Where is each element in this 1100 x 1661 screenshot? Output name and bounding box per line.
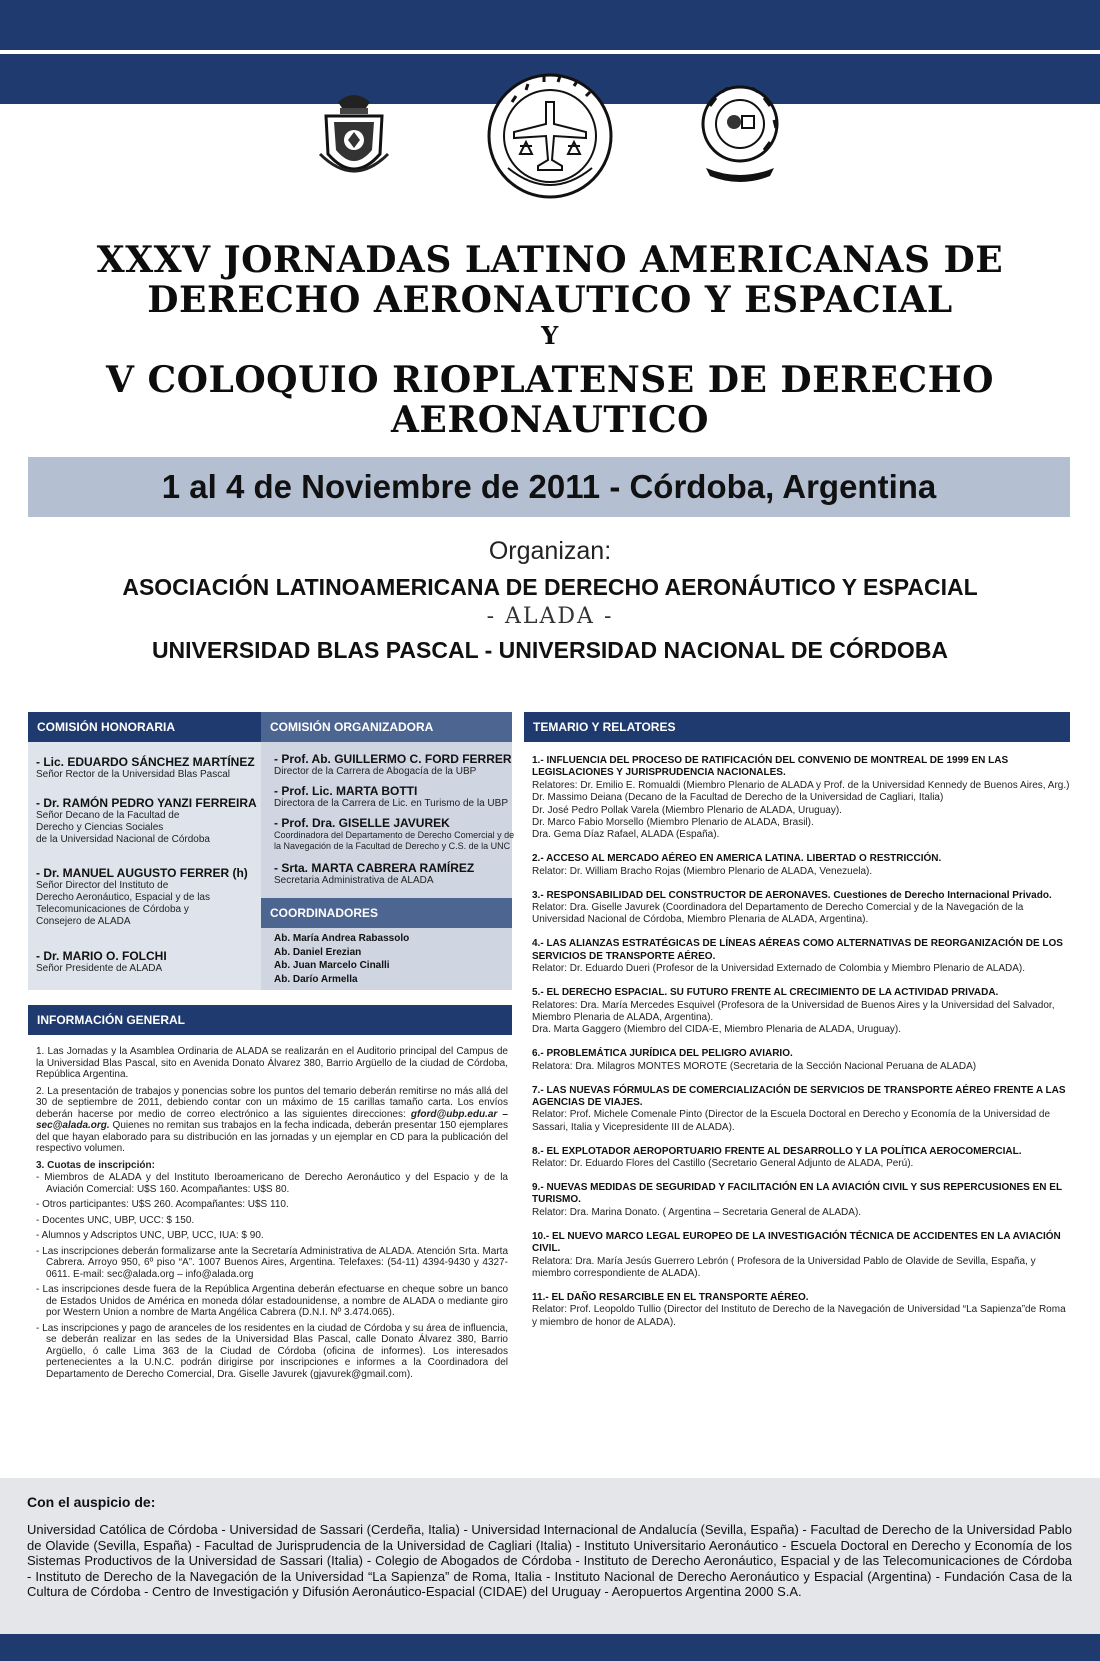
- event-title: [40, 240, 1060, 320]
- topic-speaker: Relator: Dr. Eduardo Dueri (Profesor de la Universidad Externado de Colombia y Miembro Plenario de ALADA).: [532, 963, 1026, 975]
- topic-speaker: Relator: Dr. Eduardo Flores del Castillo (Secretario General Adjunto de ALADA, Perú).: [532, 1158, 914, 1170]
- temario-topic: [532, 1231, 1070, 1281]
- topic-speaker: Dr. Massimo Deiana (Decano de la Facultad de Derecho de la Universidad de Cagliari, Italia): [532, 792, 944, 804]
- auspicio-body: Universidad Católica de Córdoba - Universidad de Sassari (Cerdeña, Italia) - Universidad Internacional de Andalucía (Sevilla, España) - Facultad de Derecho de la Universidad Pablo de Olavide (Sevilla, España) - Facultad de Jurisprudencia de la Universidad de Cagliari (Italia) - Instituto Universitario Aeronáutico - Escuela Doctoral en Derecho y Economía de los Sistemas Productivos de la Universidad de Sassari (Italia) - Colegio de Abogados de Córdoba - Instituto de Derecho Aeronáutico, Espacial y de las Telecomunicaciones de Córdoba - Instituto de Derecho de la Navegación de la Universidad “La Sapienza” de Roma, Italia - Instituto Nacional de Derecho Aeronáutico y Espacial (Argentina) - Fundación Casa de la Cultura de Córdoba - Centro de Investigación y Difusión Aeronáutico-Espacial (CIDAE) del Uruguay - Aeropuertos Argentina 2000 S.A.: [27, 1522, 1072, 1599]
- topic-speaker: Relatores: Dr. Emilio E. Romualdi (Miembro Plenario de ALADA y Prof. de la Universidad Kennedy de Buenos Aires, Arg.): [532, 779, 1070, 791]
- topic-title: 8.- EL EXPLOTADOR AEROPORTUARIO FRENTE AL DESARROLLO Y LA POLÍTICA AEROCOMERCIAL.: [532, 1145, 1022, 1157]
- organizadora-heading: COMISIÓN ORGANIZADORA: [261, 712, 512, 742]
- informacion-body: 1. Las Jornadas y la Asamblea Ordinaria de ALADA se realizarán en el Auditorio principal del Campus de la Universidad Blas Pascal, sito en Avenida Donato Álvarez 380, Barrio Argüello de la ciudad de Córdoba, República Argentina. 2. La presentación de trabajos y ponencias sobre los puntos del temario deberán remitirse no más allá del 30 de septiembre de 2011, debiendo contar con un máximo de 15 carillas tamaño carta. Los envíos deberán hacerse por medio de correo electrónico a las siguientes direcciones: gford@ubp.edu.ar – sec@alada.org. Quienes no remitan sus trabajos en la fecha indicada, deberán presentar 150 ejemplares del que hayan elaborado para su distribución en las jornadas y un ejemplar en CD para la publicación del respectivo volumen. 3. Cuotas de inscripción: - Miembros de ALADA y del Instituto Iberoamericano de Derecho Aeronáutico y del Espacio y de la Aviación Comercial: U$S 160. Acompañantes: U$S 80. - Otros participantes: U$S 260. Acompañantes: U$S 110. - Docentes UNC, UBP, UCC: $ 150. - Alumnos y Adscriptos UNC, UBP, UCC, IUA: $ 90. - Las inscripciones deberán formalizarse ante la Secretaría Administrativa de ALADA. Atención Srta. Marta Cabrera. Arroyo 950, 6º piso “A”. 1007 Buenos Aires, Argentina. Telefaxes: (54-11) 4394-9430 y 4327-0611. E-mail: sec@alada.org – info@alada.org - Las inscripciones desde fuera de la República Argentina deberán efectuarse en cheque sobre un banco de Estados Unidos de América en moneda dólar estadounidense, a nombre de ALADA o mediante giro por Western Union a nombre de Marta Angélica Cabrera (D.N.I. Nº 3.474.065). - Las inscripciones y pago de aranceles de los residentes en la ciudad de Córdoba y su área de influencia, se deberán realizar en las sedes de la Universidad Blas Pascal, calle Donato Álvarez 380, Barrio Argüello, ó calle Lima 363 de la Ciudad de Córdoba (oficina de informes). Los interesados pertenecientes a la U.N.C. podrán dirigirse por inscripciones e informes a la Coordinadora del Departamento de Derecho Comercial, Dra. Giselle Javurek (gjavurek@gmail.com).: [36, 1046, 508, 1380]
- honoraria-member: - Dr. MARIO O. FOLCHI Señor Presidente de ALADA: [36, 949, 167, 974]
- topic-speaker: Dr. Marco Fabio Morsello (Miembro Plenario de ALADA, Brasil).: [532, 817, 814, 829]
- topic-title: 3.- RESPONSABILIDAD DEL CONSTRUCTOR DE AERONAVES. Cuestiones de Derecho Internacional Privado.: [532, 889, 1052, 901]
- university-seal-icon: [700, 84, 780, 188]
- event-date-place: 1 al 4 de Noviembre de 2011 - Córdoba, Argentina: [161, 468, 937, 505]
- airplane-scales-seal-icon: [486, 72, 614, 200]
- topic-title: 10.- EL NUEVO MARCO LEGAL EUROPEO DE LA INVESTIGACIÓN TÉCNICA DE ACCIDENTES EN LA AVIACIÓN CIVIL.: [532, 1230, 1061, 1255]
- topic-title: 5.- EL DERECHO ESPACIAL. SU FUTURO FRENTE AL CRECIMIENTO DE LA ACTIVIDAD PRIVADA.: [532, 987, 999, 999]
- informacion-heading: INFORMACIÓN GENERAL: [28, 1005, 512, 1035]
- topic-title: 7.- LAS NUEVAS FÓRMULAS DE COMERCIALIZACIÓN DE SERVICIOS DE TRANSPORTE AÉREO FRENTE A LAS AGENCIAS DE VIAJES.: [532, 1084, 1066, 1108]
- topic-title: 4.- LAS ALIANZAS ESTRATÉGICAS DE LÍNEAS AÉREAS COMO ALTERNATIVAS DE REORGANIZACIÓN DE LOS SERVICIOS DE TRANSPORTE AÉREO.: [532, 938, 1063, 962]
- temario-topic: [532, 987, 1070, 1037]
- topic-title: 1.- INFLUENCIA DEL PROCESO DE RATIFICACIÓN DEL CONVENIO DE MONTREAL DE 1999 EN LAS LEGISLACIONES Y JURISPRUDENCIA NACIONALES.: [532, 755, 1009, 779]
- topic-speaker: Relatora: Dra. Milagros MONTES MOROTE (Secretaria de la Sección Nacional Peruana de ALADA): [532, 1060, 977, 1072]
- organizadora-member: - Prof. Lic. MARTA BOTTI Directora de la Carrera de Lic. en Turismo de la UBP: [274, 784, 508, 809]
- organizer-universities: UNIVERSIDAD BLAS PASCAL - UNIVERSIDAD NACIONAL DE CÓRDOBA: [151, 637, 949, 663]
- topic-speaker: Relator: Dr. William Bracho Rojas (Miembro Plenario de ALADA, Venezuela).: [532, 865, 873, 877]
- title-line-4: AERONAUTICO: [390, 399, 710, 441]
- contact-emails: gford@ubp.edu.ar – sec@alada.org.: [36, 1108, 508, 1131]
- organizadora-member: - Prof. Ab. GUILLERMO C. FORD FERRER Director de la Carrera de Abogacía de la UBP: [274, 752, 512, 777]
- temario-topic: [532, 1182, 1070, 1219]
- temario-list: [532, 755, 1070, 1341]
- topic-title: 2.- ACCESO AL MERCADO AÉREO EN AMERICA LATINA. LIBERTAD O RESTRICCIÓN.: [532, 853, 942, 865]
- title-line-2: DERECHO AERONAUTICO Y ESPACIAL: [147, 279, 953, 321]
- temario-heading: TEMARIO Y RELATORES: [524, 712, 1070, 742]
- temario-topic: [532, 853, 1070, 878]
- honoraria-member: - Lic. EDUARDO SÁNCHEZ MARTÍNEZ Señor Rector de la Universidad Blas Pascal: [36, 755, 255, 780]
- topic-speaker: Relatora: Dra. María Jesús Guerrero Lebrón ( Profesora de la Universidad Pablo de Olavide de Sevilla, España, y miembro correspondiente de ALADA).: [532, 1255, 1036, 1279]
- topic-title: 6.- PROBLEMÁTICA JURÍDICA DEL PELIGRO AVIARIO.: [532, 1048, 793, 1060]
- organizer-alada: ASOCIACIÓN LATINOAMERICANA DE DERECHO AERONÁUTICO Y ESPACIAL: [122, 574, 978, 600]
- auspicio-heading: Con el auspicio de:: [27, 1494, 156, 1510]
- temario-topic: [532, 890, 1070, 927]
- topic-speaker: Relator: Dra. Giselle Javurek (Coordinadora del Departamento de Derecho Comercial y de la Navegación de la Universidad Nacional de Córdoba, Miembro Plenaria de ALADA, Argentina).: [532, 902, 1024, 926]
- event-subtitle: [40, 360, 1060, 440]
- logos-row: [0, 72, 1100, 202]
- honoraria-member: - Dr. RAMÓN PEDRO YANZI FERREIRA Señor Decano de la Facultad de Derecho y Ciencias Sociales de la Universidad Nacional de Córdoba: [36, 796, 257, 845]
- temario-topic: [532, 755, 1070, 842]
- temario-topic: [532, 938, 1070, 975]
- organizer-acronym: - ALADA -: [486, 604, 614, 629]
- auspicio-section: [0, 1478, 1100, 1634]
- topic-speaker: Dr. José Pedro Pollak Varela (Miembro Plenario de ALADA, Uruguay).: [532, 804, 842, 816]
- topic-speaker: Relator: Dra. Marina Donato. ( Argentina – Secretaria General de ALADA).: [532, 1206, 862, 1218]
- topic-speaker: Dra. Marta Gaggero (Miembro del CIDA-E, Miembro Plenaria de ALADA, Uruguay).: [532, 1024, 902, 1036]
- topic-title: 9.- NUEVAS MEDIDAS DE SEGURIDAD Y FACILITACIÓN EN LA AVIACIÓN CIVIL Y SUS REPERCUSIONES EN EL TURISMO.: [532, 1181, 1062, 1206]
- bottom-banner-bar: [0, 1634, 1100, 1661]
- organizers-label: Organizan:: [488, 537, 612, 565]
- title-line-3: V COLOQUIO RIOPLATENSE DE DERECHO: [106, 359, 994, 401]
- top-banner-bar: [0, 0, 1100, 50]
- title-conjunction: Y: [541, 321, 559, 350]
- title-line-1: XXXV JORNADAS LATINO AMERICANAS DE: [96, 239, 1004, 281]
- topic-speaker: Relator: Prof. Michele Comenale Pinto (Director de la Escuela Doctoral en Derecho y Economía de la Universidad de Sassari, Italia y Vicepresidente III de ALADA).: [532, 1109, 1051, 1133]
- coordinadores-list: Ab. María Andrea Rabassolo Ab. Daniel Erezian Ab. Juan Marcelo Cinalli Ab. Darío Armella: [274, 933, 410, 985]
- temario-topic: [532, 1146, 1070, 1171]
- honoraria-member: - Dr. MANUEL AUGUSTO FERRER (h) Señor Director del Instituto de Derecho Aeronáutico, Espacial y de las Telecomunicaciones de Córdoba y Consejero de ALADA: [36, 866, 248, 927]
- temario-topic: [532, 1085, 1070, 1135]
- topic-speaker: Relatores: Dra. María Mercedes Esquivel (Profesora de la Universidad de Buenos Aires y la Universidad del Salvador, Miembro Plenaria de ALADA, Argentina).: [532, 999, 1055, 1023]
- honoraria-heading: COMISIÓN HONORARIA: [28, 712, 261, 742]
- organizadora-member: - Prof. Dra. GISELLE JAVUREK Coordinadora del Departamento de Derecho Comercial y de la Navegación de la Facultad de Derecho y C.S. de la UNC: [274, 816, 515, 851]
- topic-speaker: Relator: Prof. Leopoldo Tullio (Director del Instituto de Derecho de la Navegación de Universidad “La Sapienza”de Roma y miembro de honor de ALADA).: [532, 1304, 1066, 1328]
- coordinadores-heading: COORDINADORES: [261, 898, 512, 928]
- organizadora-member: - Srta. MARTA CABRERA RAMÍREZ Secretaria Administrativa de ALADA: [274, 861, 475, 886]
- coat-of-arms-icon: [318, 84, 390, 188]
- topic-title: 11.- EL DAÑO RESARCIBLE EN EL TRANSPORTE AÉREO.: [532, 1291, 809, 1303]
- temario-topic: [532, 1048, 1070, 1073]
- date-band: [28, 457, 1070, 517]
- topic-speaker: Dra. Gema Díaz Rafael, ALADA (España).: [532, 829, 720, 841]
- temario-topic: [532, 1292, 1070, 1329]
